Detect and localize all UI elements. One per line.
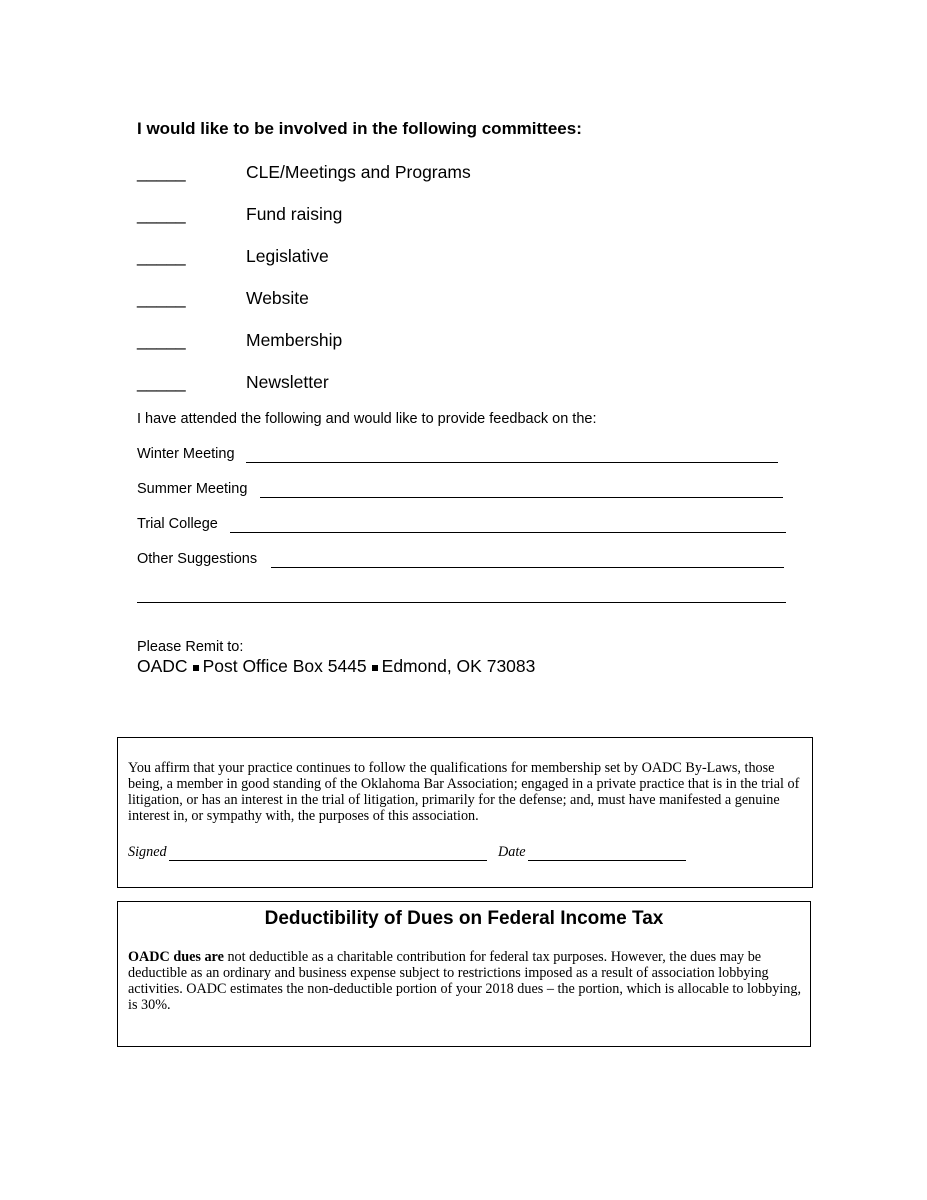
winter-meeting-label: Winter Meeting bbox=[137, 446, 235, 462]
feedback-intro: I have attended the following and would like to provide feedback on the: bbox=[137, 411, 597, 427]
tax-text bbox=[128, 949, 804, 1013]
affirmation-box bbox=[117, 737, 813, 888]
committee-blank[interactable]: _____ bbox=[137, 372, 186, 392]
trial-college-field[interactable] bbox=[230, 532, 786, 533]
signature-field[interactable] bbox=[169, 860, 487, 861]
committee-label: Membership bbox=[246, 330, 343, 350]
committee-blank[interactable]: _____ bbox=[137, 330, 186, 350]
committee-blank[interactable]: _____ bbox=[137, 204, 186, 224]
tax-lead: OADC dues are bbox=[128, 949, 224, 965]
other-suggestions-label: Other Suggestions bbox=[137, 551, 258, 567]
remit-address bbox=[137, 656, 535, 677]
remit-org: OADC bbox=[137, 656, 188, 676]
summer-meeting-field[interactable] bbox=[260, 497, 783, 498]
summer-meeting-label: Summer Meeting bbox=[137, 481, 248, 497]
winter-meeting-field[interactable] bbox=[246, 462, 778, 463]
other-suggestions-field-continued[interactable] bbox=[137, 602, 786, 603]
committee-label: Fund raising bbox=[246, 204, 343, 224]
signed-label: Signed bbox=[128, 844, 167, 860]
tax-title: Deductibility of Dues on Federal Income Tax bbox=[264, 908, 664, 929]
committee-label: Website bbox=[246, 288, 309, 308]
remit-city: Edmond, OK 73083 bbox=[381, 656, 536, 676]
date-label: Date bbox=[498, 844, 526, 860]
affirmation-text: You affirm that your practice continues to follow the qualifications for membership set by OADC By-Laws, those being, a member in good standing of the Oklahoma Bar Association; engaged in a private practice that is in the trial of litigation, or has an interest in the trial of litigation, primarily for the defense; and, must have manifested a genuine interest in, or sympathy with, the purposes of this association. bbox=[128, 760, 800, 824]
square-bullet-icon bbox=[372, 665, 378, 671]
date-field[interactable] bbox=[528, 860, 686, 861]
committee-blank[interactable]: _____ bbox=[137, 162, 186, 182]
other-suggestions-field[interactable] bbox=[271, 567, 784, 568]
committee-blank[interactable]: _____ bbox=[137, 288, 186, 308]
tax-deductibility-box bbox=[117, 901, 811, 1047]
committee-blank[interactable]: _____ bbox=[137, 246, 186, 266]
committee-label: CLE/Meetings and Programs bbox=[246, 162, 471, 182]
remit-label: Please Remit to: bbox=[137, 639, 244, 655]
committee-label: Legislative bbox=[246, 246, 329, 266]
square-bullet-icon bbox=[193, 665, 199, 671]
remit-po-box: Post Office Box 5445 bbox=[202, 656, 367, 676]
committee-label: Newsletter bbox=[246, 372, 329, 392]
tax-body: not deductible as a charitable contribution for federal tax purposes. However, the dues may be deductible as an ordinary and business expense subject to restrictions imposed as a result of association lobbying activities. OADC estimates the non-deductible portion of your 2018 dues – the portion, which is allocable to lobbying, is 30%. bbox=[128, 949, 801, 1013]
committees-heading: I would like to be involved in the following committees: bbox=[137, 119, 582, 138]
trial-college-label: Trial College bbox=[137, 516, 218, 532]
